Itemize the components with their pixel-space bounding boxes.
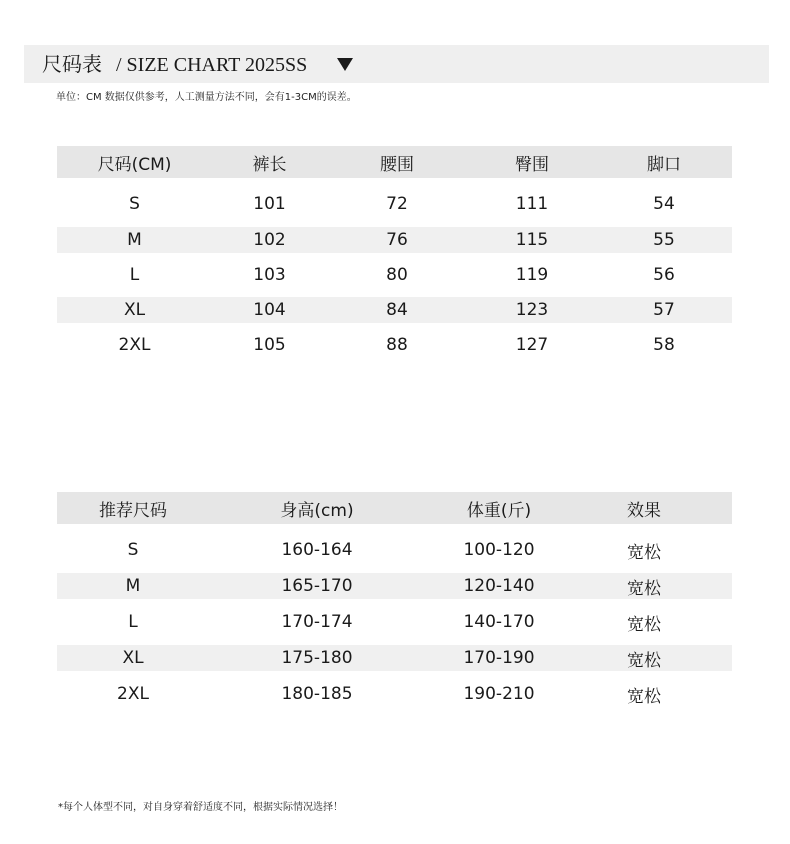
header-fit: 效果 <box>627 500 661 521</box>
cell-length: 101 <box>253 194 286 214</box>
cell-hip: 111 <box>515 194 549 214</box>
cell-hip: 119 <box>515 265 549 285</box>
page-subtitle: / SIZE CHART 2025SS <box>116 54 308 76</box>
cell-size: M <box>127 230 142 250</box>
cell-weight: 120-140 <box>463 576 535 596</box>
cell-size: S <box>127 540 139 560</box>
table-row <box>57 645 732 671</box>
cell-weight: 100-120 <box>463 540 535 560</box>
cell-size: 2XL <box>118 335 151 355</box>
cell-size: 2XL <box>117 684 149 704</box>
cell-hip: 123 <box>515 300 549 320</box>
cell-height: 160-164 <box>281 540 353 560</box>
unit-note: 单位：CM 数据仅供参考，人工测量方法不同，会有1-3CM的误差。 <box>56 92 357 103</box>
footnote: *每个人体型不同，对自身穿着舒适度不同，根据实际情况选择！ <box>58 802 343 813</box>
cell-height: 175-180 <box>281 648 353 668</box>
cell-length: 102 <box>253 230 286 250</box>
cell-hip: 127 <box>515 335 549 355</box>
triangle-down-icon <box>337 58 353 71</box>
table-row <box>57 573 732 599</box>
cell-fit: 宽松 <box>627 542 661 563</box>
cell-length: 105 <box>253 335 286 355</box>
recommend-table-header <box>57 492 732 524</box>
table-row <box>57 227 732 253</box>
cell-waist: 84 <box>386 300 408 320</box>
table-row <box>57 599 732 645</box>
header-length: 裤长 <box>252 154 287 175</box>
cell-fit: 宽松 <box>627 686 661 707</box>
cell-height: 170-174 <box>281 612 353 632</box>
table-row <box>57 186 732 222</box>
cell-hem: 58 <box>653 335 675 355</box>
table-row <box>57 671 732 717</box>
cell-length: 103 <box>253 265 286 285</box>
cell-size: L <box>129 265 140 285</box>
table-row <box>57 297 732 323</box>
header-waist: 腰围 <box>380 154 414 175</box>
cell-size: M <box>125 576 141 596</box>
cell-hem: 54 <box>653 194 675 214</box>
header-height: 身高(cm) <box>280 500 354 521</box>
cell-fit: 宽松 <box>627 578 661 599</box>
cell-waist: 88 <box>386 335 408 355</box>
cell-fit: 宽松 <box>627 614 661 635</box>
cell-waist: 80 <box>386 265 408 285</box>
cell-hip: 115 <box>515 230 549 250</box>
cell-height: 165-170 <box>281 576 353 596</box>
cell-size: XL <box>122 648 144 668</box>
header-hem: 脚口 <box>647 154 681 175</box>
header-weight: 体重(斤) <box>466 500 532 521</box>
cell-waist: 76 <box>386 230 408 250</box>
cell-hem: 55 <box>653 230 675 250</box>
size-table <box>57 146 732 367</box>
header-size: 尺码(CM) <box>97 154 172 175</box>
cell-height: 180-185 <box>281 684 353 704</box>
recommend-table <box>57 492 732 717</box>
cell-waist: 72 <box>386 194 408 214</box>
cell-hem: 57 <box>653 300 675 320</box>
size-table-header <box>57 146 732 178</box>
cell-weight: 140-170 <box>463 612 535 632</box>
cell-weight: 190-210 <box>463 684 535 704</box>
table-row <box>57 253 732 297</box>
cell-fit: 宽松 <box>627 650 661 671</box>
cell-hem: 56 <box>653 265 675 285</box>
cell-size: XL <box>123 300 146 320</box>
cell-length: 104 <box>253 300 286 320</box>
page-title: 尺码表 <box>42 52 102 76</box>
cell-size: L <box>128 612 138 632</box>
cell-weight: 170-190 <box>463 648 535 668</box>
header-recommend-size: 推荐尺码 <box>99 500 167 521</box>
header-hip: 臀围 <box>515 154 549 175</box>
cell-size: S <box>129 194 140 214</box>
table-row <box>57 532 732 568</box>
table-row <box>57 323 732 367</box>
